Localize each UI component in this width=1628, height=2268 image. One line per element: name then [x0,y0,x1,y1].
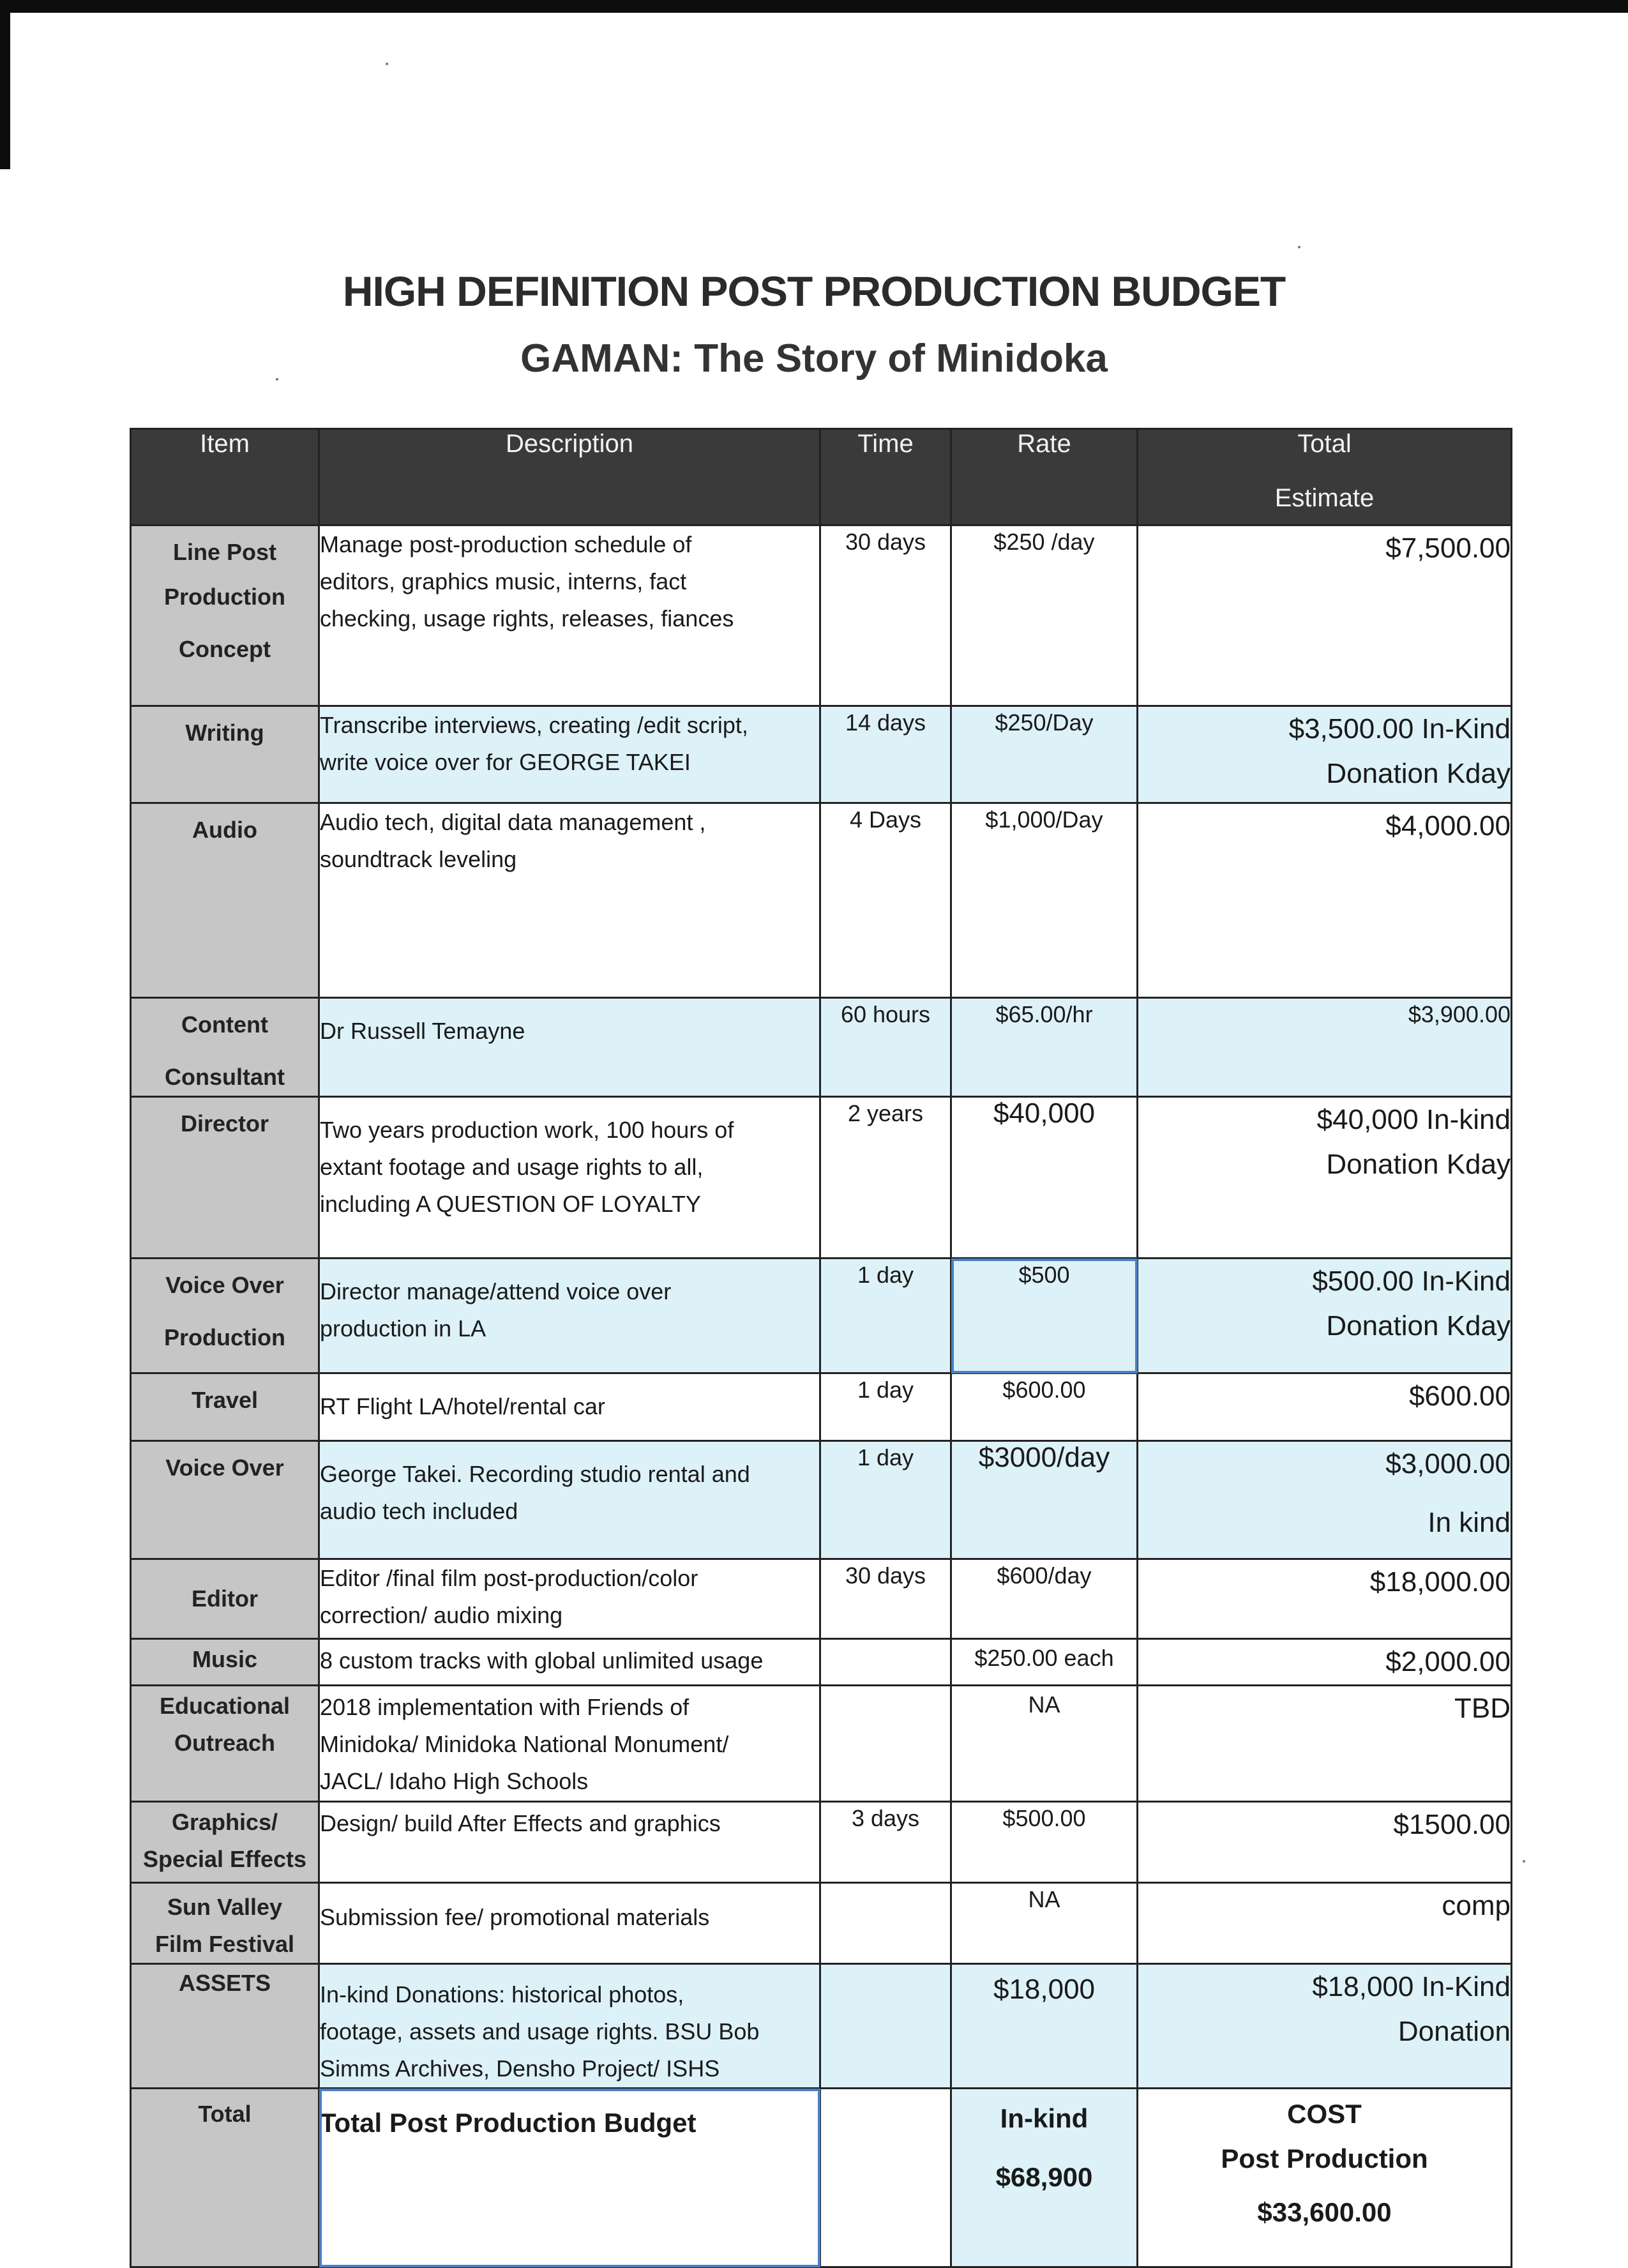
cell-time: 60 hours [820,998,951,1097]
cell-item: ASSETS [131,1964,319,2089]
cell-rate: $3000/day [951,1441,1138,1559]
cell-total: $3,500.00 In-Kind Donation Kday [1138,706,1512,803]
cell-total: $2,000.00 [1138,1639,1512,1686]
cell-time [820,1964,951,2089]
cell-description: In-kind Donations: historical photos, footage, assets and usage rights. BSU Bob Simms Archives, Densho Project/ ISHS [319,1964,820,2089]
cell-item: Educational Outreach [131,1686,319,1802]
header-total-line2: Estimate [1274,484,1375,512]
cell-item: Travel [131,1373,319,1441]
cell-item: Audio [131,803,319,998]
cell-time: 2 years [820,1097,951,1259]
table-row [131,525,1512,706]
cell-rate: $500.00 [951,1802,1138,1883]
table-row [131,1802,1512,1883]
cell-rate: $65.00/hr [951,998,1138,1097]
cell-description: George Takei. Recording studio rental and audio tech included [319,1441,820,1559]
cell-item: Writing [131,706,319,803]
cell-item-total: Total [131,2089,319,2267]
scan-speck [1298,246,1300,248]
table-row [131,803,1512,998]
cell-time [820,1639,951,1686]
cell-rate: $250/Day [951,706,1138,803]
header-total-line1: Total [1297,430,1352,458]
cell-rate: $600.00 [951,1373,1138,1441]
header-total-estimate [1138,429,1512,525]
cell-time: 1 day [820,1441,951,1559]
cell-rate-total: In-kind $68,900 [951,2089,1138,2267]
header-item: Item [131,429,319,525]
cell-rate: NA [951,1686,1138,1802]
cell-time: 30 days [820,1559,951,1639]
document-subtitle: GAMAN: The Story of Minidoka [520,336,1108,381]
cell-total: $18,000 In-Kind Donation [1138,1964,1512,2089]
cell-time: 1 day [820,1373,951,1441]
cell-description: Audio tech, digital data management , soundtrack leveling [319,803,820,998]
cell-total: $500.00 In-Kind Donation Kday [1138,1259,1512,1373]
table-row [131,706,1512,803]
cell-item: Voice Over Production [131,1259,319,1373]
cell-total: $3,000.00 In kind [1138,1441,1512,1559]
cell-item: Content Consultant [131,998,319,1097]
header-time: Time [820,429,951,525]
cell-total-summary: COST Post Production $33,600.00 [1138,2089,1512,2267]
table-row [131,1373,1512,1441]
cell-total: $600.00 [1138,1373,1512,1441]
cell-item: Sun Valley Film Festival [131,1883,319,1964]
cell-total: $3,900.00 [1138,998,1512,1097]
cell-item: Music [131,1639,319,1686]
cell-rate: $500 [951,1259,1138,1373]
document-title: HIGH DEFINITION POST PRODUCTION BUDGET [342,268,1286,315]
table-row [131,998,1512,1097]
table-row [131,1097,1512,1259]
cell-description: 8 custom tracks with global unlimited usage [319,1639,820,1686]
table-row [131,1441,1512,1559]
cell-time [820,1686,951,1802]
cell-rate: $250 /day [951,525,1138,706]
cell-time: 1 day [820,1259,951,1373]
cell-description: Transcribe interviews, creating /edit script, write voice over for GEORGE TAKEI [319,706,820,803]
table-header-row [131,429,1512,525]
cell-rate: $40,000 [951,1097,1138,1259]
table-row [131,1964,1512,2089]
cell-rate: $18,000 [951,1964,1138,2089]
cell-total: $1500.00 [1138,1802,1512,1883]
scan-border-left [0,0,10,169]
cell-description: Director manage/attend voice over production in LA [319,1259,820,1373]
scan-speck [1523,1860,1525,1863]
cell-item: Voice Over [131,1441,319,1559]
cell-time-total [820,2089,951,2267]
cell-rate: $1,000/Day [951,803,1138,998]
cell-total: $18,000.00 [1138,1559,1512,1639]
header-rate: Rate [951,429,1138,525]
cell-description: Design/ build After Effects and graphics [319,1802,820,1883]
table-row [131,1883,1512,1964]
cell-time: 30 days [820,525,951,706]
cell-rate: $600/day [951,1559,1138,1639]
cell-description: RT Flight LA/hotel/rental car [319,1373,820,1441]
cell-total: $4,000.00 [1138,803,1512,998]
cell-description: Two years production work, 100 hours of extant footage and usage rights to all, including A QUESTION OF LOYALTY [319,1097,820,1259]
total-row [131,2089,1512,2267]
cell-time: 14 days [820,706,951,803]
budget-table [130,428,1512,2268]
cell-description-total: Total Post Production Budget [319,2089,820,2267]
cell-item: Editor [131,1559,319,1639]
scan-speck [386,63,388,65]
cell-item: Director [131,1097,319,1259]
cell-total: comp [1138,1883,1512,1964]
cell-description: 2018 implementation with Friends of Minidoka/ Minidoka National Monument/ JACL/ Idaho High Schools [319,1686,820,1802]
cell-item: Graphics/ Special Effects [131,1802,319,1883]
cell-time: 4 Days [820,803,951,998]
scan-border-top [0,0,1628,13]
cell-description: Submission fee/ promotional materials [319,1883,820,1964]
table-row [131,1639,1512,1686]
header-description: Description [319,429,820,525]
cell-total: TBD [1138,1686,1512,1802]
cell-total: $7,500.00 [1138,525,1512,706]
table-row [131,1559,1512,1639]
cell-item: Line Post Production Concept [131,525,319,706]
cell-total: $40,000 In-kind Donation Kday [1138,1097,1512,1259]
cell-time [820,1883,951,1964]
cell-time: 3 days [820,1802,951,1883]
table-row [131,1259,1512,1373]
table-row [131,1686,1512,1802]
cell-rate: NA [951,1883,1138,1964]
cell-rate: $250.00 each [951,1639,1138,1686]
cell-description: Dr Russell Temayne [319,998,820,1097]
cell-description: Manage post-production schedule of editors, graphics music, interns, fact checking, usage rights, releases, fiances [319,525,820,706]
cell-description: Editor /final film post-production/color correction/ audio mixing [319,1559,820,1639]
